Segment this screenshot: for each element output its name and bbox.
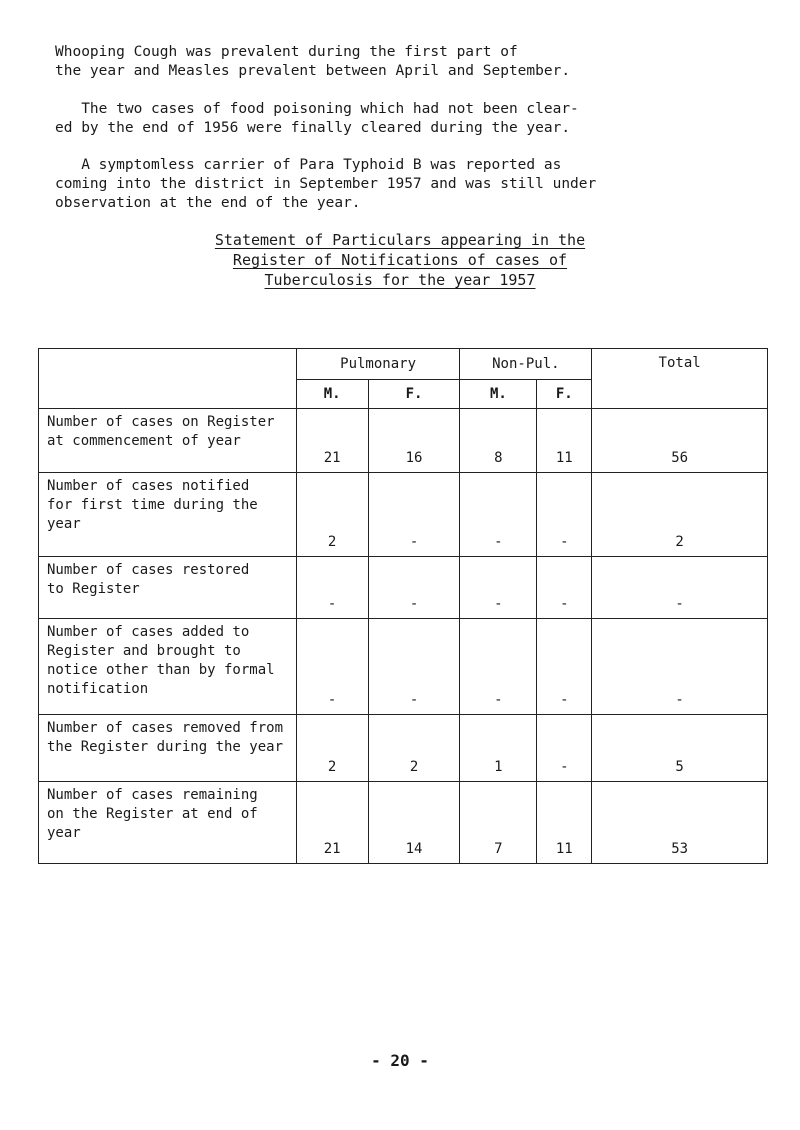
tuberculosis-table (38, 348, 768, 864)
paragraph-line: A symptomless carrier of Para Typhoid B was reported as (55, 157, 562, 173)
table-row (39, 557, 768, 619)
cell-nonpul-male: - (460, 557, 537, 619)
row-label-line: at commencement of year (47, 433, 241, 449)
cell-nonpul-male: 8 (460, 409, 537, 473)
row-label (39, 409, 297, 473)
cell-nonpul-male: - (460, 473, 537, 557)
header-non-pulmonary: Non-Pul. (460, 349, 592, 380)
row-label-line: Number of cases removed from (47, 720, 284, 736)
cell-nonpul-male: 1 (460, 715, 537, 782)
cell-total: 2 (592, 473, 768, 557)
paragraph-para-typhoid (55, 156, 755, 213)
cell-pulmonary-female: - (368, 619, 460, 715)
subheader-nonpul-female: F. (537, 380, 592, 409)
row-label-line: Number of cases remaining (47, 787, 258, 803)
table-row (39, 782, 768, 864)
paragraph-line: ed by the end of 1956 were finally cleared during the year. (55, 120, 571, 136)
row-label-line: the Register during the year (47, 739, 284, 755)
row-label-line: year (47, 516, 81, 532)
header-total: Total (592, 349, 768, 409)
paragraph-line: coming into the district in September 1957 and was still under (55, 176, 597, 192)
row-label (39, 473, 297, 557)
row-label (39, 715, 297, 782)
row-label-line: notice other than by formal (47, 662, 275, 678)
cell-nonpul-male: 7 (460, 782, 537, 864)
subheader-pulmonary-male: M. (296, 380, 368, 409)
row-label-line: to Register (47, 581, 140, 597)
subheader-nonpul-male: M. (460, 380, 537, 409)
row-label (39, 557, 297, 619)
cell-pulmonary-male: 21 (296, 782, 368, 864)
paragraph-line: observation at the end of the year. (55, 195, 361, 211)
table-row (39, 409, 768, 473)
cell-nonpul-female: - (537, 715, 592, 782)
cell-total: 56 (592, 409, 768, 473)
paragraph-line: The two cases of food poisoning which had not been clear- (55, 101, 579, 117)
paragraph-whooping-cough (55, 43, 755, 81)
row-label-line: for first time during the (47, 497, 258, 513)
row-label-line: on the Register at end of (47, 806, 258, 822)
row-label-line: Register and brought to (47, 643, 241, 659)
table-row (39, 715, 768, 782)
cell-pulmonary-female: - (368, 473, 460, 557)
cell-nonpul-female: 11 (537, 409, 592, 473)
cell-pulmonary-female: - (368, 557, 460, 619)
heading-line: Statement of Particulars appearing in the (214, 231, 586, 249)
cell-pulmonary-male: 21 (296, 409, 368, 473)
paragraph-food-poisoning (55, 100, 755, 138)
table-row (39, 473, 768, 557)
paragraph-line: the year and Measles prevalent between April and September. (55, 63, 571, 79)
row-label-line: Number of cases notified (47, 478, 250, 494)
table-row (39, 619, 768, 715)
cell-pulmonary-male: - (296, 557, 368, 619)
cell-pulmonary-male: - (296, 619, 368, 715)
row-label-line: year (47, 825, 81, 841)
heading-line: Tuberculosis for the year 1957 (264, 271, 536, 289)
cell-nonpul-female: - (537, 619, 592, 715)
heading-line: Register of Notifications of cases of (232, 251, 568, 269)
subheader-pulmonary-female: F. (368, 380, 460, 409)
cell-total: - (592, 557, 768, 619)
header-pulmonary: Pulmonary (296, 349, 460, 380)
cell-pulmonary-male: 2 (296, 473, 368, 557)
cell-total: 5 (592, 715, 768, 782)
cell-nonpul-female: 11 (537, 782, 592, 864)
cell-nonpul-female: - (537, 473, 592, 557)
paragraph-line: Whooping Cough was prevalent during the first part of (55, 44, 518, 60)
cell-pulmonary-female: 2 (368, 715, 460, 782)
page-number: - 20 - (371, 1051, 429, 1070)
row-label (39, 782, 297, 864)
row-label-line: notification (47, 681, 149, 697)
row-label (39, 619, 297, 715)
table-corner-cell (39, 349, 297, 409)
table-heading (0, 230, 800, 290)
cell-total: - (592, 619, 768, 715)
cell-total: 53 (592, 782, 768, 864)
cell-pulmonary-male: 2 (296, 715, 368, 782)
cell-nonpul-female: - (537, 557, 592, 619)
cell-nonpul-male: - (460, 619, 537, 715)
row-label-line: Number of cases restored (47, 562, 250, 578)
table-group-header-row (39, 349, 768, 380)
row-label-line: Number of cases on Register (47, 414, 275, 430)
row-label-line: Number of cases added to (47, 624, 250, 640)
cell-pulmonary-female: 14 (368, 782, 460, 864)
cell-pulmonary-female: 16 (368, 409, 460, 473)
